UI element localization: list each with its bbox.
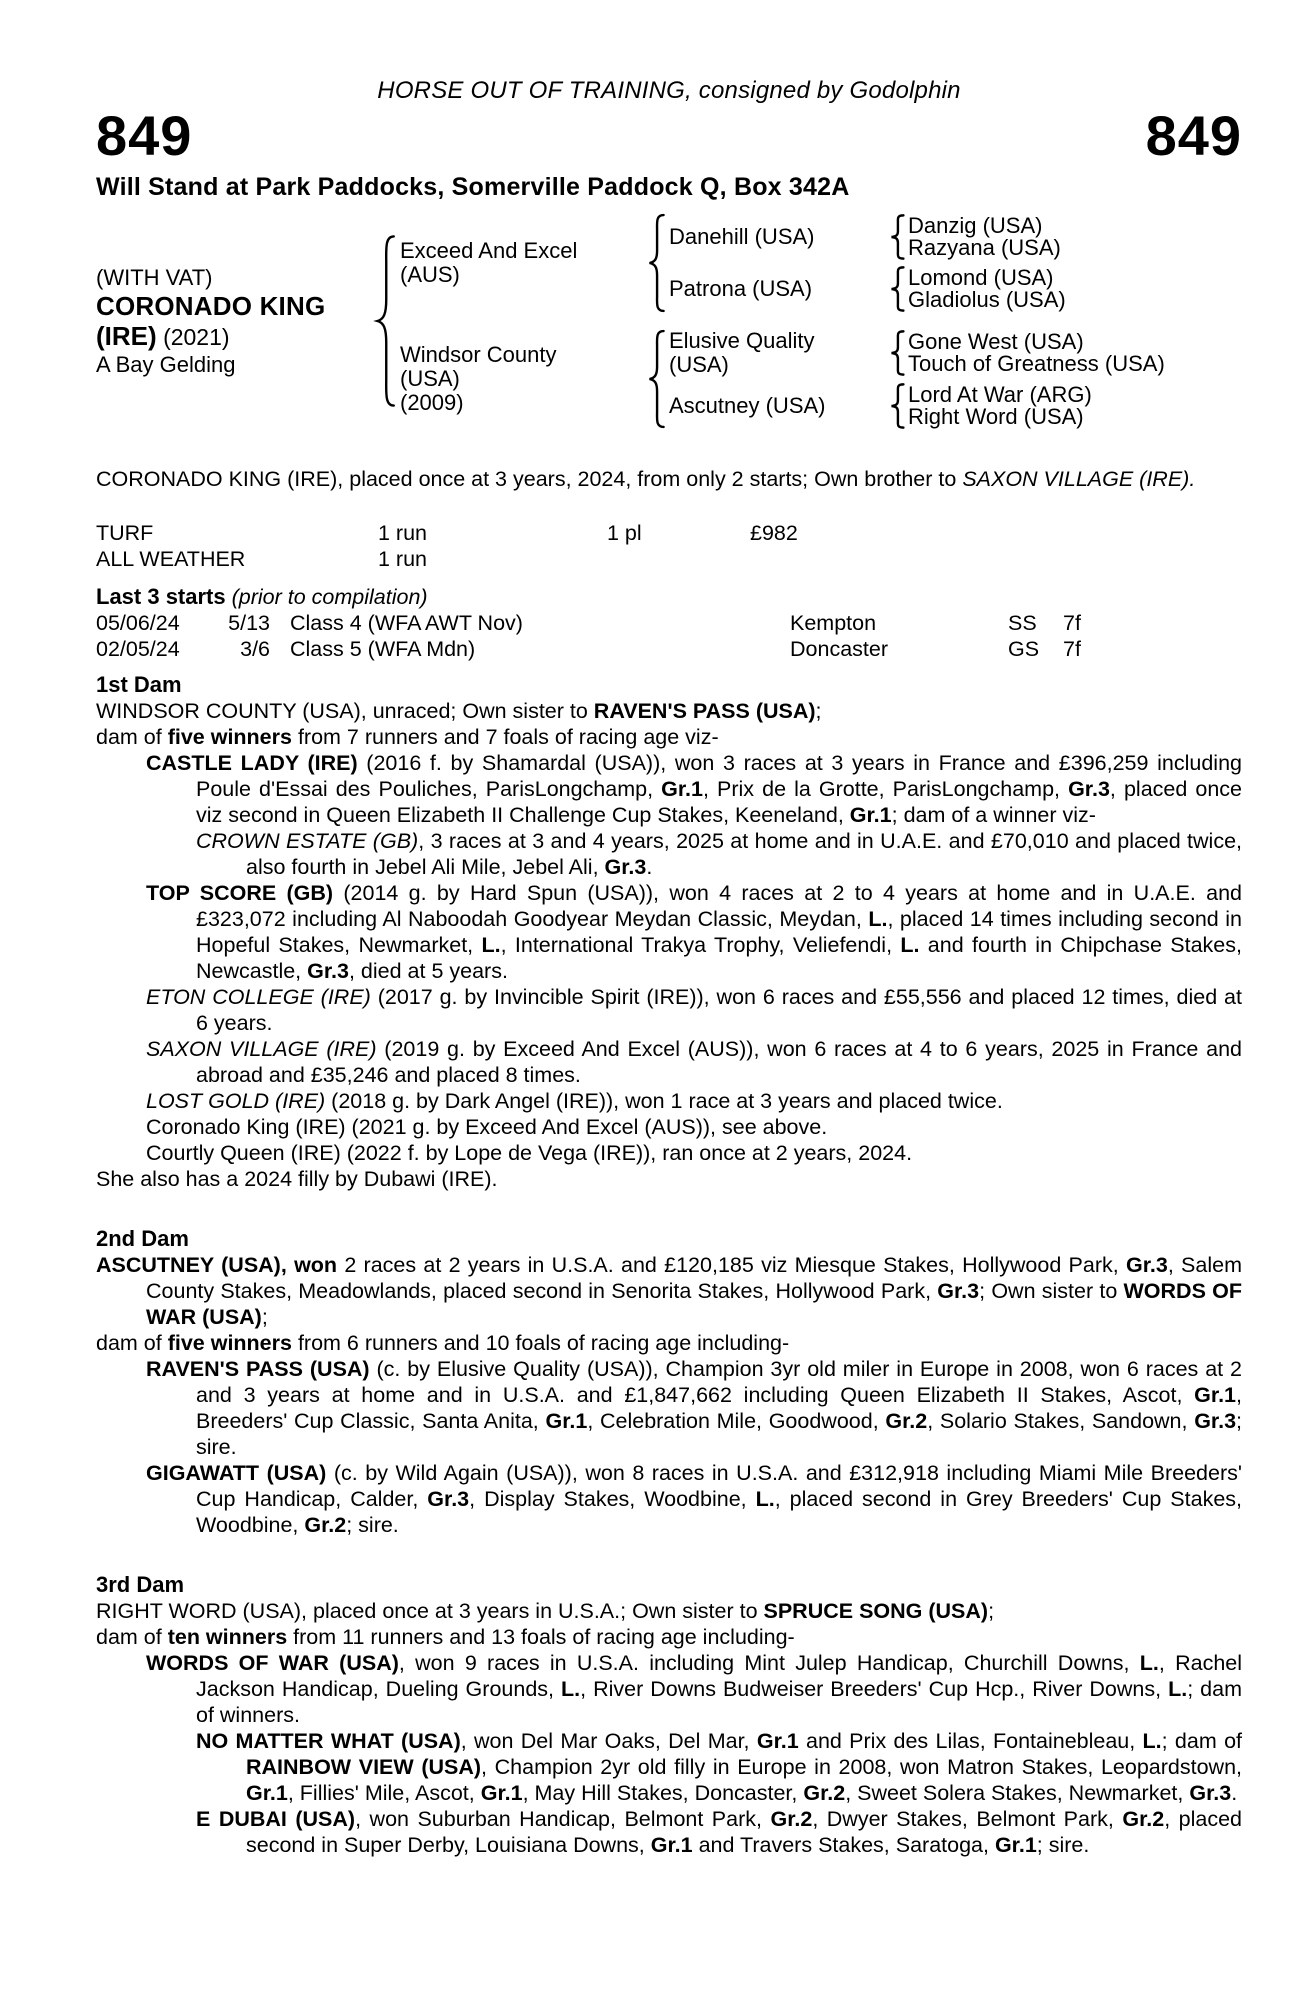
horse-description: A Bay Gelding: [96, 351, 236, 377]
text-segment: SPRUCE SONG (USA): [763, 1599, 989, 1623]
sire-dam-brace: [886, 266, 908, 312]
form-heading: [96, 584, 1242, 610]
stand-location: Will Stand at Park Paddocks, Somerville Paddock Q, Box 342A: [96, 173, 850, 201]
text-segment: dam of: [96, 1331, 168, 1355]
text-segment: , placed second in Grey Breeders' Cup Stakes, Woodbine,: [196, 1487, 1242, 1537]
text-segment: Gr.3: [604, 855, 647, 879]
dam-line-1: Windsor County: [400, 342, 557, 367]
text-segment: E DUBAI (USA): [196, 1807, 356, 1831]
record-runs: 1 run: [378, 521, 428, 545]
text-segment: Gr.2: [770, 1807, 813, 1831]
dam-dam-row: [669, 383, 1165, 429]
text-segment: Courtly Queen (IRE) (2022 f. by Lope de Vega (IRE)), ran once at 2 years, 2024.: [146, 1141, 913, 1165]
text-segment: .: [1231, 1781, 1238, 1805]
dam-heading: 3rd Dam: [96, 1572, 185, 1597]
catalog-paragraph: [96, 1330, 1242, 1356]
text-segment: L.: [1139, 1651, 1159, 1675]
dam-sire-brace: [886, 330, 908, 376]
text-segment: , International Trakya Trophy, Veliefendi,: [500, 933, 901, 957]
form-table: [96, 610, 1242, 662]
text-segment: ; sire.: [196, 1409, 1243, 1459]
great-grandparent: Lord At War (ARG): [908, 382, 1092, 407]
catalog-paragraph: [96, 1252, 1242, 1330]
text-segment: ; dam of winners.: [196, 1677, 1242, 1727]
dam-paragraphs: [96, 1252, 1242, 1538]
grandsire-name: [669, 225, 886, 249]
text-segment: Gr.1: [661, 777, 703, 801]
record-row-all-weather: [96, 546, 1242, 572]
dam-section-1: [96, 672, 1242, 1192]
text-segment: Gr.3: [937, 1279, 980, 1303]
text-segment: Gr.1: [480, 1781, 523, 1805]
grandsire-brace: [886, 214, 908, 260]
text-segment: NO MATTER WHAT (USA): [196, 1729, 461, 1753]
text-segment: Gr.3: [1125, 1253, 1168, 1277]
sire-branch: [400, 212, 1165, 314]
catalog-paragraph: [96, 724, 1242, 750]
lot-number-right: 849: [1145, 104, 1242, 167]
record-surface: ALL WEATHER: [96, 547, 246, 571]
consignment-header: HORSE OUT OF TRAINING, consigned by Godolphin: [377, 77, 961, 104]
text-segment: , Fillies' Mile, Ascot,: [287, 1781, 481, 1805]
text-segment: dam of: [96, 725, 168, 749]
text-segment: Gr.3: [1068, 777, 1110, 801]
text-segment: and fourth in Chipchase Stakes, Newcastle,: [196, 933, 1242, 983]
catalog-paragraph: [96, 750, 1242, 828]
text-segment: (2014 g. by Hard Spun (USA)), won 4 races at 2 to 4 years at home and in U.A.E. and £323,072 including Al Naboodah Goodyear Meydan Classic, Meydan,: [196, 881, 1242, 931]
form-course: Kempton: [790, 611, 877, 635]
dam-heading: 1st Dam: [96, 672, 182, 697]
text-segment: from 7 runners and 7 foals of racing age viz-: [291, 725, 719, 749]
text-segment: L.: [900, 933, 920, 957]
text-segment: , Salem County Stakes, Meadowlands, placed second in Senorita Stakes, Hollywood Park,: [146, 1253, 1243, 1303]
sire-brace: [643, 212, 669, 314]
text-segment: GIGAWATT (USA): [146, 1461, 327, 1485]
text-segment: , Dwyer Stakes, Belmont Park,: [812, 1807, 1123, 1831]
great-grandparent: Gone West (USA): [908, 329, 1084, 354]
great-grandparent: Danzig (USA): [908, 213, 1043, 238]
text-segment: TOP SCORE (GB): [146, 881, 334, 905]
text-segment: from 6 runners and 10 foals of racing age including-: [291, 1331, 790, 1355]
text-segment: (2017 g. by Invincible Spirit (IRE)), won 6 races and £55,556 and placed 12 times, died at 6 years.: [196, 985, 1242, 1035]
catalog-paragraph: [96, 1140, 1242, 1166]
text-segment: , placed second in Super Derby, Louisiana Downs,: [246, 1807, 1242, 1857]
text-segment: RAVEN'S PASS (USA): [146, 1357, 370, 1381]
horse-info: [96, 265, 370, 378]
text-segment: and Prix des Lilas, Fontainebleau,: [798, 1729, 1143, 1753]
race-record-table: [96, 520, 1242, 572]
catalog-paragraph: [96, 828, 1242, 880]
form-date: 02/05/24: [96, 637, 180, 661]
catalog-paragraph: [96, 698, 1242, 724]
catalog-paragraph: [96, 1460, 1242, 1538]
text-segment: CROWN ESTATE (GB): [196, 829, 419, 853]
grandsire-row: [669, 214, 1066, 260]
dam-branch: [400, 328, 1165, 430]
text-segment: , May Hill Stakes, Doncaster,: [522, 1781, 804, 1805]
text-segment: , won 9 races in U.S.A. including Mint Julep Handicap, Churchill Downs,: [398, 1651, 1140, 1675]
text-segment: L.: [1168, 1677, 1188, 1701]
dam-heading: 2nd Dam: [96, 1226, 189, 1251]
form-distance: 7f: [1063, 611, 1081, 635]
text-segment: dam of: [96, 1625, 168, 1649]
record-surface: TURF: [96, 521, 154, 545]
form-going: SS: [1008, 611, 1037, 635]
dam-sire-row: [669, 329, 1165, 377]
sire-name: [400, 239, 643, 287]
text-segment: , won Suburban Handicap, Belmont Park,: [355, 1807, 771, 1831]
pedigree-table: [96, 212, 1242, 430]
text-segment: , Rachel Jackson Handicap, Dueling Grounds,: [196, 1651, 1243, 1701]
record-runs: 1 run: [378, 547, 428, 571]
form-race: Class 4 (WFA AWT Nov): [290, 611, 523, 635]
text-segment: ;: [261, 1305, 268, 1329]
sire-line-1: Exceed And Excel: [400, 238, 578, 263]
lot-number-row: [96, 104, 1242, 167]
form-distance: 7f: [1063, 637, 1081, 661]
text-segment: (c. by Wild Again (USA)), won 8 races in U.S.A. and £312,918 including Miami Mile Breeders' Cup Handicap, Calder,: [196, 1461, 1242, 1511]
text-segment: L.: [868, 907, 888, 931]
grandsire-line-1: Danehill (USA): [669, 224, 815, 249]
text-segment: , placed once viz second in Queen Elizabeth II Challenge Cup Stakes, Keeneland,: [196, 777, 1243, 827]
record-earnings: £982: [750, 521, 798, 545]
text-segment: and Travers Stakes, Saratoga,: [692, 1833, 995, 1857]
dam-paragraphs: [96, 698, 1242, 1192]
text-segment: (2018 g. by Dark Angel (IRE)), won 1 race at 3 years and placed twice.: [325, 1089, 1003, 1113]
text-segment: ASCUTNEY (USA), won: [96, 1253, 338, 1277]
form-position: 5/13: [228, 611, 270, 635]
text-segment: L.: [1142, 1729, 1162, 1753]
sire-dam-name: [669, 277, 886, 301]
text-segment: , Sweet Solera Stakes, Newmarket,: [845, 1781, 1190, 1805]
form-date: 05/06/24: [96, 611, 180, 635]
text-segment: Gr.3: [427, 1487, 470, 1511]
sire-dam-line-1: Patrona (USA): [669, 276, 813, 301]
form-row: [96, 636, 1242, 662]
great-grandparent: Touch of Greatness (USA): [908, 351, 1165, 376]
catalog-paragraph: [96, 1088, 1242, 1114]
text-segment: SAXON VILLAGE (IRE).: [962, 467, 1196, 491]
text-segment: , 3 races at 3 and 4 years, 2025 at home and in U.A.E. and £70,010 and placed twice, also fourth in Jebel Ali Mile, Jebel Ali,: [246, 829, 1242, 879]
horse-name: CORONADO KING: [96, 290, 326, 321]
text-segment: WORDS OF WAR (USA): [146, 1651, 399, 1675]
great-grandparent: Gladiolus (USA): [908, 287, 1066, 312]
horse-year: (2021): [163, 323, 230, 350]
sire-dam-row: [669, 266, 1066, 312]
dam-sire-line-2: (USA): [669, 352, 729, 377]
text-segment: WORDS OF WAR (USA): [146, 1279, 1243, 1329]
text-segment: ; sire.: [1036, 1833, 1090, 1857]
catalog-paragraph: [96, 1650, 1242, 1728]
text-segment: .: [646, 855, 653, 879]
text-segment: LOST GOLD (IRE): [146, 1089, 326, 1113]
dam-section-3: [96, 1572, 1242, 1858]
dam-dam-line-1: Ascutney (USA): [669, 393, 826, 418]
text-segment: Gr.3: [1194, 1409, 1237, 1433]
record-places: 1 pl: [607, 521, 642, 545]
text-segment: WINDSOR COUNTY (USA), unraced; Own sister to: [96, 699, 594, 723]
text-segment: Gr.1: [994, 1833, 1037, 1857]
text-segment: She also has a 2024 filly by Dubawi (IRE).: [96, 1167, 498, 1191]
text-segment: 2 races at 2 years in U.S.A. and £120,185 viz Miesque Stakes, Hollywood Park,: [337, 1253, 1126, 1277]
text-segment: Coronado King (IRE) (2021 g. by Exceed And Excel (AUS)), see above.: [146, 1115, 828, 1139]
catalog-paragraph: [96, 984, 1242, 1036]
race-summary: [96, 466, 1242, 492]
text-segment: , Breeders' Cup Classic, Santa Anita,: [196, 1383, 1242, 1433]
form-heading-title: Last 3 starts: [96, 584, 226, 609]
text-segment: RIGHT WORD (USA), placed once at 3 years in U.S.A.; Own sister to: [96, 1599, 764, 1623]
text-segment: ;: [815, 699, 822, 723]
dam-brace: [643, 328, 669, 430]
dam-sire-line-1: Elusive Quality: [669, 328, 815, 353]
great-grandparent: Right Word (USA): [908, 404, 1084, 429]
sire-line-2: (AUS): [400, 262, 460, 287]
form-heading-note: (prior to compilation): [231, 585, 428, 609]
text-segment: five winners: [167, 1331, 292, 1355]
text-segment: Gr.3: [307, 959, 349, 983]
text-segment: ; Own sister to: [979, 1279, 1124, 1303]
dam-sire-name: [669, 329, 886, 377]
text-segment: L.: [481, 933, 501, 957]
text-segment: Gr.1: [246, 1781, 288, 1805]
dam-line-2: (USA): [400, 366, 460, 391]
text-segment: RAINBOW VIEW (USA): [246, 1755, 482, 1779]
record-places: [607, 546, 750, 572]
text-segment: ; dam of a winner viz-: [891, 803, 1096, 827]
text-segment: ETON COLLEGE (IRE): [146, 985, 371, 1009]
text-segment: , Solario Stakes, Sandown,: [927, 1409, 1195, 1433]
form-course: Doncaster: [790, 637, 888, 661]
text-segment: Gr.2: [1122, 1807, 1165, 1831]
horse-suffix: (IRE): [96, 320, 157, 351]
catalog-paragraph: [96, 1036, 1242, 1088]
catalog-paragraph: [96, 1806, 1242, 1858]
text-segment: Gr.1: [849, 803, 892, 827]
catalog-paragraph: [96, 1598, 1242, 1624]
text-segment: Gr.2: [803, 1781, 846, 1805]
text-segment: , won Del Mar Oaks, Del Mar,: [460, 1729, 757, 1753]
text-segment: Gr.3: [1189, 1781, 1232, 1805]
text-segment: RAVEN'S PASS (USA): [593, 699, 816, 723]
text-segment: five winners: [167, 725, 292, 749]
text-segment: Gr.2: [885, 1409, 928, 1433]
dam-dam-name: [669, 394, 886, 418]
text-segment: L.: [755, 1487, 775, 1511]
text-segment: , died at 5 years.: [348, 959, 508, 983]
catalog-paragraph: [96, 880, 1242, 984]
text-segment: (2016 f. by Shamardal (USA)), won 3 races at 3 years in France and £396,259 including Poule d'Essai des Pouliches, ParisLongchamp,: [196, 751, 1242, 801]
catalog-paragraph: [96, 1728, 1242, 1806]
great-grandparent: Lomond (USA): [908, 265, 1054, 290]
text-segment: Gr.1: [756, 1729, 799, 1753]
text-segment: , Champion 2yr old filly in Europe in 2008, won Matron Stakes, Leopardstown,: [481, 1755, 1243, 1779]
text-segment: ten winners: [167, 1625, 288, 1649]
dam-section-2: [96, 1226, 1242, 1538]
catalog-paragraph: [96, 1114, 1242, 1140]
form-position: 3/6: [240, 637, 270, 661]
dam-line-3: (2009): [400, 390, 464, 415]
text-segment: ; dam of: [1161, 1729, 1242, 1753]
dam-paragraphs: [96, 1598, 1242, 1858]
dam-name: [400, 343, 643, 415]
pedigree-brace-main: [370, 231, 400, 411]
text-segment: L.: [561, 1677, 581, 1701]
text-segment: ; sire.: [346, 1513, 399, 1537]
great-grandparent: Razyana (USA): [908, 235, 1061, 260]
text-segment: Gr.1: [545, 1409, 588, 1433]
catalog-paragraph: [96, 1166, 1242, 1192]
text-segment: , Display Stakes, Woodbine,: [469, 1487, 756, 1511]
catalog-paragraph: [96, 1356, 1242, 1460]
text-segment: , Prix de la Grotte, ParisLongchamp,: [702, 777, 1069, 801]
text-segment: ;: [988, 1599, 995, 1623]
record-row-turf: [96, 520, 1242, 546]
text-segment: SAXON VILLAGE (IRE): [146, 1037, 377, 1061]
form-going: GS: [1008, 637, 1040, 661]
text-segment: (c. by Elusive Quality (USA)), Champion 3yr old miler in Europe in 2008, won 6 races at 2 and 3 years at home and in U.S.A. and £1,847,662 including Queen Elizabeth II Stakes, Ascot,: [196, 1357, 1243, 1407]
form-row: [96, 610, 1242, 636]
text-segment: Gr.1: [650, 1833, 693, 1857]
catalog-paragraph: [96, 1624, 1242, 1650]
dam-dam-brace: [886, 383, 908, 429]
text-segment: CASTLE LADY (IRE): [146, 751, 358, 775]
text-segment: from 11 runners and 13 foals of racing age including-: [287, 1625, 795, 1649]
vat-note: (WITH VAT): [96, 264, 213, 290]
horse-year-line: [96, 321, 370, 352]
text-segment: (2019 g. by Exceed And Excel (AUS)), won 6 races at 4 to 6 years, 2025 in France and abroad and £35,246 and placed 8 times.: [196, 1037, 1243, 1087]
text-segment: Gr.2: [304, 1513, 347, 1537]
text-segment: , placed 14 times including second in Hopeful Stakes, Newmarket,: [196, 907, 1242, 957]
text-segment: CORONADO KING (IRE), placed once at 3 years, 2024, from only 2 starts; Own brother to: [96, 467, 963, 491]
text-segment: Gr.1: [1194, 1383, 1237, 1407]
text-segment: , Celebration Mile, Goodwood,: [587, 1409, 886, 1433]
form-race: Class 5 (WFA Mdn): [290, 637, 476, 661]
lot-number-left: 849: [96, 104, 193, 167]
text-segment: , River Downs Budweiser Breeders' Cup Hcp., River Downs,: [580, 1677, 1169, 1701]
